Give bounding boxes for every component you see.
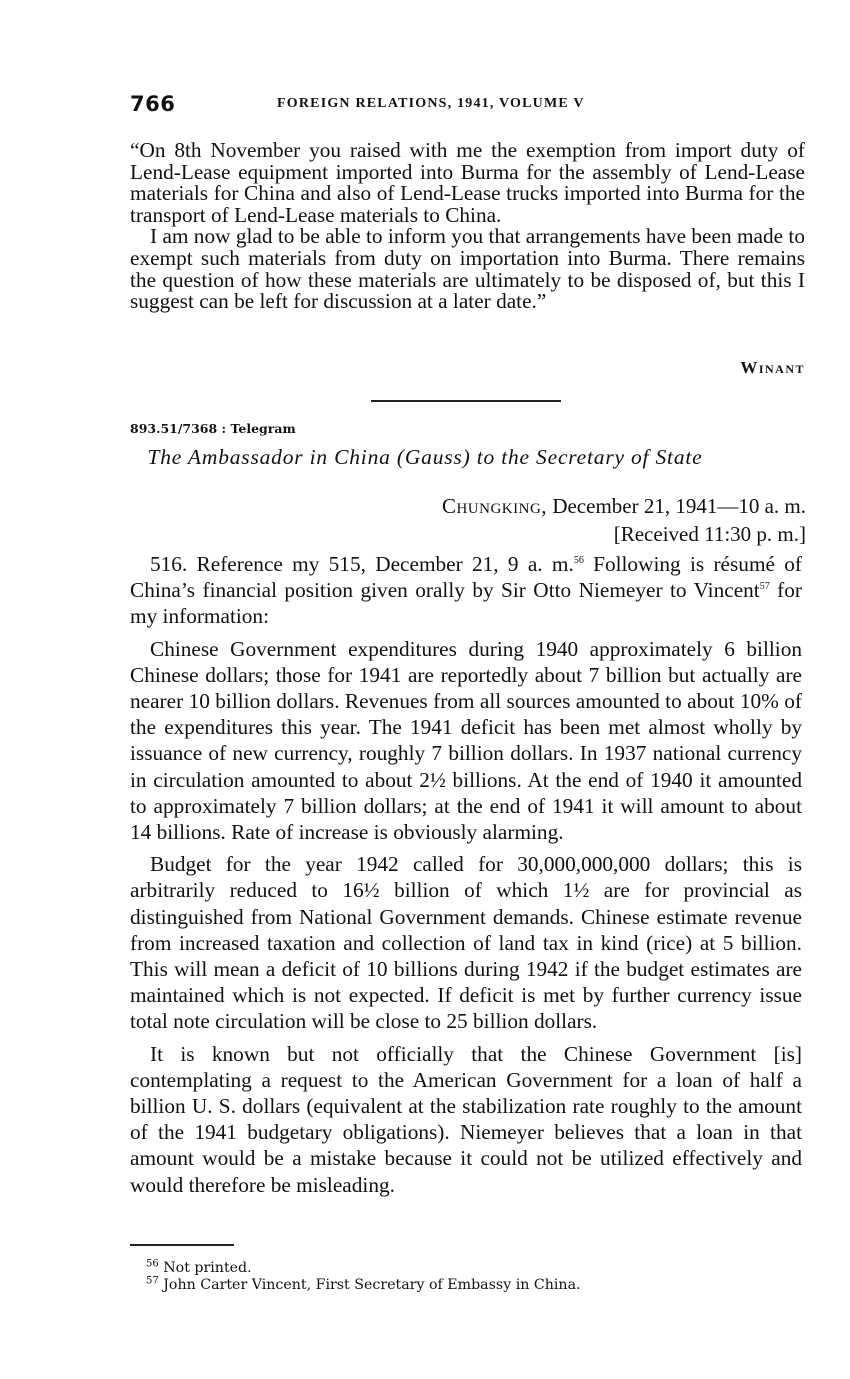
paragraph-text: Following is résumé of China’s financial position given orally by Sir Otto Niemeyer to Vincent (130, 552, 802, 603)
dateline (442, 492, 806, 548)
footnote-text: John Carter Vincent, First Secretary of Embassy in China. (158, 1277, 581, 1293)
section-divider (371, 400, 561, 402)
footnote-text: Not printed. (158, 1260, 252, 1276)
paragraph-text: 516. Reference my 515, December 21, 9 a. m. (150, 552, 574, 576)
quote-paragraph: I am now glad to be able to inform you that arrangements have been made to exempt such materials from duty on importation into Burma. There remains the question of how these materials are ultimately to be disposed of, but this I suggest can be left for discussion at a later date.” (130, 224, 805, 314)
footnote-ref: 56 (573, 554, 584, 566)
quote-paragraph: “On 8th November you raised with me the exemption from import duty of Lend-Lease equipment imported into Burma for the assembly of Lend-Lease materials for China and also of Lend-Lease trucks imported into Burma for the transport of Lend-Lease materials to China. (130, 138, 805, 227)
footnote (146, 1277, 581, 1294)
body-paragraph: Chinese Government expenditures during 1940 approximately 6 billion Chinese dollars; those for 1941 are reportedly about 7 billion but actually are nearer 10 billion dollars. Revenues from all sources amounted to about 10% of the expenditures this year. The 1941 deficit has been met almost wholly by issuance of new currency, roughly 7 billion dollars. In 1937 national currency in circulation amounted to about 2½ billions. At the end of 1940 it amounted to approximately 7 billion dollars; at the end of 1941 it will amount to about 14 billions. Rate of increase is obviously alarming. (130, 636, 802, 845)
body-paragraph: It is known but not officially that the Chinese Government [is] contemplating a request to the American Government for a loan of half a billion U. S. dollars (equivalent at the stabilization rate roughly to the amount of the 1941 budgetary obligations). Niemeyer believes that a loan in that amount would be a mistake because it could not be utilized effectively and would therefore be misleading. (130, 1041, 802, 1197)
dateline-date: December 21, 1941—10 a. m. (547, 494, 806, 518)
document-title: The Ambassador in China (Gauss) to the Secretary of State (147, 445, 703, 469)
footnote-divider (130, 1244, 234, 1246)
footnote-mark: 57 (146, 1275, 159, 1287)
page-header (130, 92, 810, 122)
page-number: 766 (130, 92, 176, 116)
footnote-ref: 57 (759, 581, 770, 593)
body-paragraph: Budget for the year 1942 called for 30,000,000,000 dollars; this is arbitrarily reduced to 16½ billion of which 1½ are for provincial as distinguished from National Government demands. Chinese estimate revenue from increased taxation and collection of land tax in kind (rice) at 5 billion. This will mean a deficit of 10 billions during 1942 if the budget estimates are maintained which is not expected. If deficit is met by further currency issue total note circulation will be close to 25 billion dollars. (130, 852, 802, 1034)
paragraph-text: for my information: (130, 578, 802, 629)
body-paragraph (130, 551, 802, 630)
dateline-place: Chungking, (441, 494, 548, 518)
file-reference: 893.51/7368 : Telegram (130, 421, 296, 436)
running-head: FOREIGN RELATIONS, 1941, VOLUME V (277, 96, 585, 111)
signature: Winant (740, 358, 805, 377)
footnote (146, 1260, 581, 1277)
footnote-mark: 56 (146, 1258, 159, 1270)
footnotes (146, 1260, 581, 1294)
telegram-body (130, 551, 802, 1204)
quoted-letter (130, 140, 805, 313)
received-time: [Received 11:30 p. m.] (613, 522, 806, 546)
